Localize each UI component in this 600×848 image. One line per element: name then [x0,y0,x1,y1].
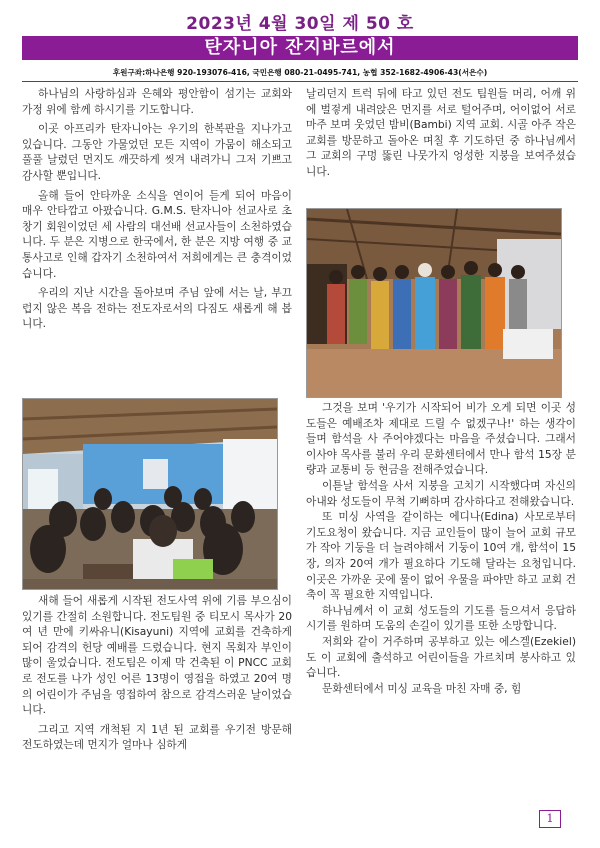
issue-line: 2023년 4월 30일 제 50 호 [186,14,414,34]
newsletter-title: 탄자니아 잔지바르에서 [22,36,578,60]
paragraph: 우리의 지난 시간을 돌아보며 주님 앞에 서는 날, 부끄럽지 않은 복음 전하는 전도자로서의 다짐도 새롭게 해 봅니다. [22,286,292,331]
paragraph: 또 미싱 사역을 같이하는 에디나(Edina) 사모로부터 기도요청이 왔습니다. 지금 교인들이 많이 늘어 교회 규모가 작아 기둥을 더 늘려야해서 기둥이 10여 개, 함석이 15장, 의자 20여 개가 필요하다 기도해 달라는 요청입니다. 이곳은 가까운 곳에 물이 없어 우물을 파야만 하고 교회 건축이 꼭 필요한 지역입니다. [306,510,576,602]
church-service-photo [22,398,278,590]
group-photo [306,208,562,398]
paragraph: 새해 들어 새롭게 시작된 전도사역 위에 기름 부으심이 있기를 간절히 소원합니다. 전도팀원 중 티모시 목사가 20여 년 만에 키싸유니(Kisayuni) 지역에 교회를 건축하게 되어 감격의 헌당 예배를 드렸습니다. 현지 목회자 부인이 많이 울었습니다. 전도팀은 이제 막 건축된 이 PNCC 교회로 전도를 나가 성인 어른 13명이 영접을 하였고 20여 명의 어린이가 주님을 영접하여 참으로 감격스러운 날이었습니다. [22,594,292,717]
paragraph: 하나님께서 이 교회 성도들의 기도를 들으셔서 응답하시기를 원하며 도움의 손길이 있기를 또한 소망합니다. [306,603,576,633]
paragraph: 그리고 지역 개척된 지 1년 된 교회를 우기전 방문해 전도하였는데 먼지가 얼마나 심하게 [22,722,292,752]
paragraph: 그것을 보며 '우기가 시작되어 비가 오게 되면 이곳 성도들은 예배조차 제대로 드릴 수 없겠구나!' 하는 생각이 들며 함석을 사 주어야겠다는 마음을 주셨습니다. 그래서 이사야 목사를 불러 우리 문화센터에서 만나 함석 15장 분량과 교통비 등 현금을 전해주었습니다. [306,401,576,477]
right-column-top [306,86,576,180]
paragraph: 저희와 같이 거주하며 공부하고 있는 에스겔(Ezekiel)도 이 교회에 출석하고 어린이들을 가르치며 봉사하고 있습니다. [306,634,576,680]
donation-accounts: 후원구좌:하나은행 920-193076-416, 국민은행 080-21-0495-741, 농협 352-1682-4906-43(서은수) [112,68,488,77]
right-column-bottom [306,400,576,696]
left-column-bottom [22,593,292,753]
paragraph: 이튿날 함석을 사서 지붕을 고치기 시작했다며 자신의 아내와 성도들이 무척 기뻐하며 감사하다고 전해왔습니다. [306,478,576,508]
paragraph: 문화센터에서 미싱 교육을 마친 자매 중, 힘 [322,681,522,695]
left-column-top [22,86,292,332]
page-number: 1 [539,810,561,828]
header-divider [22,81,578,82]
paragraph: 하나님의 사랑하심과 은혜와 평안함이 섬기는 교회와 가정 위에 함께 하시기를 기도합니다. [22,87,292,116]
paragraph: 이곳 아프리카 탄자니아는 우기의 한복판을 지나가고 있습니다. 그동안 가물었던 모든 지역이 가뭄이 해소되고 풀풀 날렸던 먼지도 깨끗하게 씻겨 내려가니 그저 기쁘고 감사할 뿐입니다. [22,122,292,182]
paragraph: 날리던지 트럭 뒤에 타고 있던 전도 팀원들 머리, 어깨 위에 벌겋게 내려앉은 먼지를 서로 털어주며, 어이없어 서로 마주 보며 웃었던 밤비(Bambi) 지역 교회. 시골 아주 작은 교회를 방문하고 돌아온 며칠 후 기도하던 중 하나님께서 그 교회의 구멍 뚫린 나뭇가지 엉성한 지붕을 보여주셨습니다. [306,87,576,178]
paragraph: 올해 들어 안타까운 소식을 연이어 듣게 되어 마음이 매우 안타깝고 아팠습니다. G.M.S. 탄자니아 선교사로 초창기 회원이었던 세 사람의 대선배 선교사들이 소천하였습니다. 두 분은 지병으로 한국에서, 한 분은 지방 여행 중 교통사고로 인해 갑자기 소천하여서 저희에게는 큰 충격이었습니다. [22,188,292,280]
